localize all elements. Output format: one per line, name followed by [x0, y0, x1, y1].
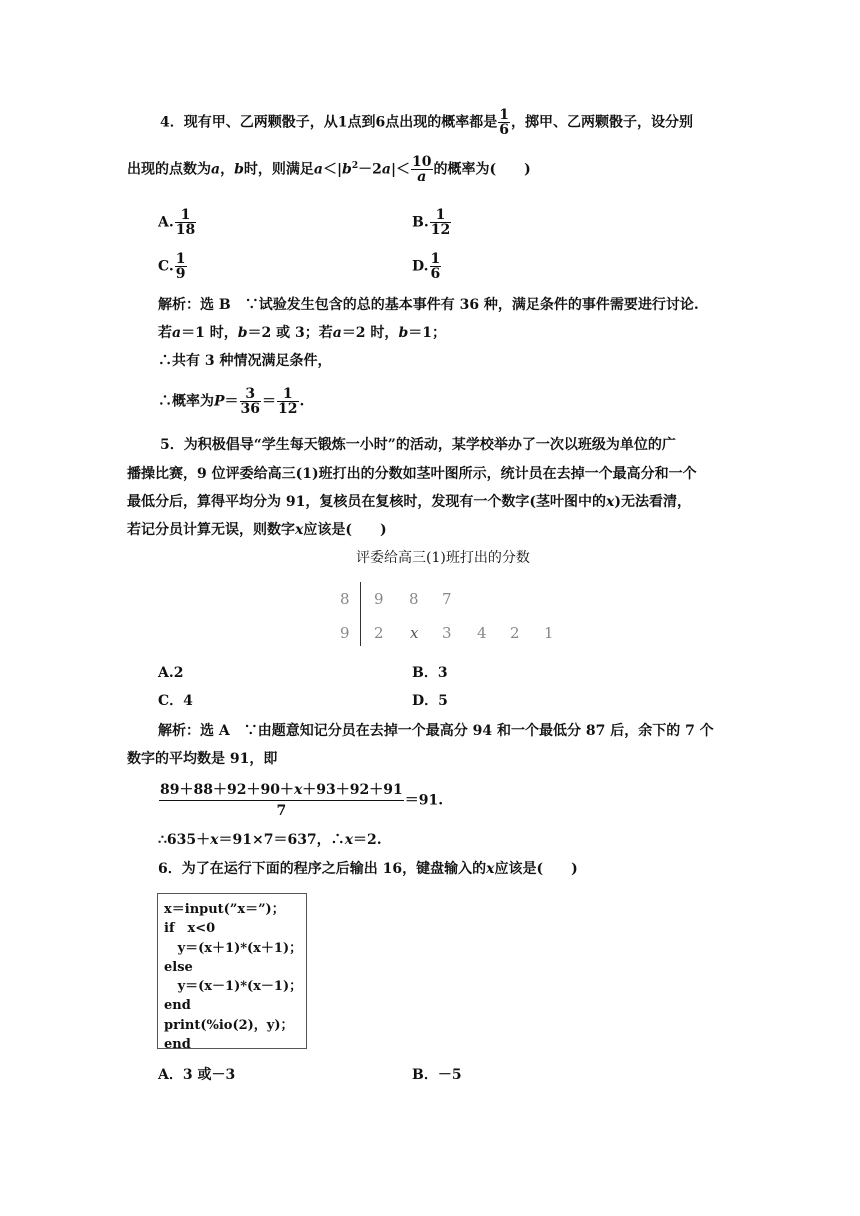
var: x: [486, 861, 495, 877]
solution-text: 选 A ∵由题意知记分员在去掉一个最高分 94 和一个最低分 87 后，余下的 7 个: [200, 723, 714, 739]
q4-text: ，: [220, 161, 235, 178]
solution-text: ＝2 时，: [341, 325, 399, 341]
frac-num: 3: [240, 387, 261, 402]
stem-8: 8: [340, 590, 350, 608]
var: b: [342, 161, 352, 178]
frac-den: 6: [499, 122, 509, 138]
frac-den: 18: [175, 222, 196, 238]
q5-option-c[interactable]: C．4: [158, 693, 193, 709]
q5-option-b[interactable]: B．3: [412, 665, 448, 681]
q5-text: 最低分后，算得平均分为 91，复核员在复核时，发现有一个数字(茎叶图中的: [127, 494, 606, 510]
frac-num: 1: [277, 387, 298, 402]
q4-line2: [127, 155, 531, 184]
q5-solution-line4: [158, 831, 382, 849]
q4-solution-line1: [158, 296, 699, 314]
q5-line4: [127, 521, 387, 539]
solution-text: .: [299, 393, 305, 410]
leaf: 4: [477, 624, 487, 642]
frac-num-part: 89＋88＋92＋90＋: [160, 782, 294, 798]
solution-text: ＝2 或 3；若: [247, 325, 333, 341]
stem-9: 9: [340, 624, 350, 642]
option-label: B.: [412, 214, 429, 231]
q4-text: 出现的点数为: [127, 161, 211, 178]
solution-text: ＝: [262, 393, 277, 410]
code-line: if x<0: [164, 921, 216, 937]
q4-option-a[interactable]: [158, 208, 197, 237]
q6-text: 应该是( ): [494, 861, 578, 877]
var: x: [344, 832, 354, 848]
frac-num: 1: [175, 208, 196, 223]
option-fraction: [175, 208, 196, 237]
solution-label: 解析：: [158, 297, 200, 313]
var: a: [332, 325, 342, 341]
leaf: 7: [442, 590, 452, 608]
var: a: [211, 161, 221, 178]
q6-option-a[interactable]: A．3 或－3: [158, 1067, 236, 1083]
q5-text: 若记分员计算无误，则数字: [127, 522, 295, 538]
frac-den: 9: [175, 266, 186, 282]
solution-text: ＝1；: [408, 325, 446, 341]
var: x: [293, 782, 303, 798]
q5-solution-line2: 数字的平均数是 91，即: [127, 751, 278, 767]
var: a: [313, 161, 323, 178]
q4-text: |＜: [390, 161, 411, 178]
code-line: x＝input(”x＝”)；: [164, 902, 285, 917]
q4-option-b[interactable]: [412, 208, 452, 237]
option-fraction: [175, 252, 187, 281]
solution-text: 若: [158, 325, 172, 341]
leaf: 2: [510, 624, 520, 642]
q5-solution-equation: [158, 780, 443, 821]
q4-text: 4．现有甲、乙两颗骰子，从1点到6点出现的概率都是: [160, 114, 498, 131]
frac-den: 6: [430, 266, 441, 282]
var: b: [237, 325, 248, 341]
frac-num: 1: [499, 107, 509, 123]
code-line: else: [164, 959, 193, 975]
frac-num-part: ＋93＋92＋91: [302, 782, 403, 798]
option-fraction: [430, 208, 451, 237]
solution-text: ＝2.: [353, 832, 382, 848]
q5-line2: 播操比赛，9 位评委给高三(1)班打出的分数如茎叶图所示，统计员在去掉一个最高分和一个: [127, 466, 697, 482]
q4-text: －2: [358, 161, 382, 178]
leaf: 2: [374, 624, 384, 642]
frac-num: 1: [175, 251, 186, 267]
code-line: end: [164, 998, 191, 1014]
q4-text: ＜|: [322, 161, 343, 178]
var: x: [295, 522, 304, 538]
solution-fraction: [159, 780, 404, 821]
leaf: 3: [442, 624, 452, 642]
solution-text: ∴概率为: [158, 393, 214, 410]
frac-den: 36: [240, 401, 261, 417]
solution-text: ＝91×7＝637，∴: [218, 832, 345, 848]
q5-option-d[interactable]: D．5: [412, 693, 448, 709]
stem-leaf-title: 评委给高三(1)班打出的分数: [356, 550, 530, 566]
code-line: y＝(x＋1)*(x＋1)；: [164, 940, 303, 956]
code-line: print(%io(2)，y)；: [164, 1017, 294, 1033]
var: P: [214, 393, 225, 410]
q4-text: 的概率为( ): [433, 161, 531, 178]
var: b: [398, 325, 409, 341]
q4-option-d[interactable]: [412, 252, 442, 281]
q6-option-b[interactable]: B．－5: [412, 1067, 462, 1083]
var: a: [381, 161, 391, 178]
var: b: [234, 161, 244, 178]
q5-text: )无法看清，: [614, 494, 691, 510]
var: a: [172, 325, 182, 341]
solution-label: 解析：: [158, 723, 200, 739]
q4-ineq-fraction: [411, 155, 432, 184]
q6-text: 6．为了在运行下面的程序之后输出 16，键盘输入的: [158, 861, 487, 877]
q4-fraction: [498, 108, 510, 137]
solution-fraction: [277, 387, 298, 416]
frac-den: 12: [278, 401, 298, 417]
frac-den: a: [417, 169, 427, 185]
solution-fraction: [240, 387, 261, 416]
frac-num: 1: [430, 251, 441, 267]
option-label: D.: [412, 258, 429, 275]
solution-text: ∴635＋: [158, 832, 211, 848]
stem-divider: [360, 582, 361, 646]
q4-line1: [160, 108, 693, 137]
solution-text: ＝91.: [404, 792, 444, 809]
frac-den: 12: [430, 222, 451, 238]
q5-option-a[interactable]: A.2: [158, 665, 184, 681]
var: x: [210, 832, 219, 848]
exponent: 2: [351, 160, 359, 171]
option-fraction: [430, 252, 442, 281]
q4-option-c[interactable]: [158, 252, 188, 281]
option-label: C.: [158, 258, 174, 275]
q6-line1: [158, 860, 578, 878]
q5-line3: [127, 493, 691, 511]
leaf: 1: [544, 624, 554, 642]
leaf-unknown: x: [410, 624, 419, 642]
frac-den: 7: [276, 803, 287, 819]
code-line: y＝(x－1)*(x－1)；: [164, 979, 303, 995]
q4-text: ，掷甲、乙两颗骰子，设分别: [510, 114, 693, 131]
var: x: [605, 494, 615, 510]
frac-num: [159, 780, 404, 801]
q4-solution-line4: [158, 387, 304, 416]
code-line: end: [164, 1037, 191, 1053]
q5-text: 应该是( ): [303, 522, 387, 538]
leaf: 8: [409, 590, 419, 608]
program-code-box: [157, 893, 307, 1053]
frac-num: 10: [412, 154, 432, 170]
q4-text: 时，则满足: [243, 161, 314, 178]
q4-solution-line2: [158, 324, 446, 342]
solution-text: ＝: [224, 393, 239, 410]
option-label: A.: [158, 214, 174, 231]
solution-text: 选 B ∵试验发生包含的总的基本事件有 36 种，满足条件的事件需要进行讨论.: [200, 297, 699, 313]
leaf: 9: [374, 590, 384, 608]
q5-line1: 5．为积极倡导“学生每天锻炼一小时”的活动，某学校举办了一次以班级为单位的广: [160, 437, 676, 453]
q4-solution-line3: ∴共有 3 种情况满足条件，: [158, 353, 332, 369]
frac-num: 1: [430, 208, 451, 223]
solution-text: ＝1 时，: [181, 325, 238, 341]
q5-solution-line1: [158, 722, 714, 740]
